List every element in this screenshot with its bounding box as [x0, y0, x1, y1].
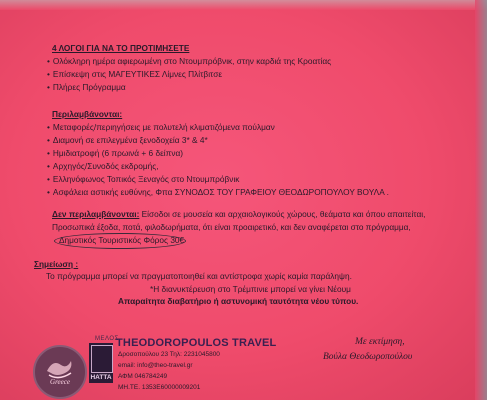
- reason-item: • Επίσκεψη στις ΜΑΓΕΥΤΙΚΕΣ Λίμνες Πλίτβιτσε: [47, 69, 222, 79]
- not-included-title: Δεν περιλαμβάνονται:: [52, 209, 140, 219]
- included-item: • Μεταφορές/περιηγήσεις με πολυτελή κλιματιζόμενα πούλμαν: [47, 122, 275, 132]
- greece-logo: [33, 345, 87, 399]
- member-label: ΜΕΛΟΣ: [95, 336, 119, 342]
- signature-name: Βούλα Θεοδωροπούλου: [323, 352, 413, 362]
- note-line-2: *Η διανυκτέρευση στο Τρέμπινιε μπορεί να γίνει Νέουμ: [150, 284, 351, 294]
- company-address: Δροσοπούλου 23 Τηλ: 2231045800: [118, 351, 220, 358]
- reasons-title: 4 ΛΟΓΟΙ ΓΙΑ ΝΑ ΤΟ ΠΡΟΤΙΜΗΣΕΤΕ: [52, 43, 190, 53]
- scan-right-edge: [475, 0, 487, 400]
- note-line-3: Απαραίτητα διαβατήριο ή αστυνομική ταυτότητα νέου τύπου.: [118, 296, 359, 306]
- wave-icon: [35, 347, 85, 397]
- logo-caption: Greece: [50, 378, 70, 386]
- hatta-badge: [89, 343, 113, 383]
- company-name: THEODOROPOULOS TRAVEL: [116, 337, 277, 349]
- included-item: • Αρχηγός/Συνοδός εκδρομής,: [47, 161, 159, 171]
- company-email: email: info@theo-travel.gr: [118, 362, 193, 369]
- reason-item: • Ολόκληρη ημέρα αφιερωμένη στο Ντουμπρόβνικ, στην καρδιά της Κροατίας: [47, 56, 331, 66]
- tax-circle-annotation: [54, 233, 186, 249]
- not-included-line-3: Δημοτικός Τουριστικός Φόρος 30€: [59, 235, 185, 245]
- scan-top-edge: [0, 0, 487, 10]
- not-included-line-2: Προσωπικά έξοδα, ποτά, φιλοδωρήματα, ότι είναι προαιρετικό, και δεν αναφέρεται στο πρόγραμμα,: [52, 222, 411, 232]
- company-mhte: ΜΗ.ΤΕ. 1353Ε60000009201: [118, 384, 201, 391]
- included-title: Περιλαμβάνονται:: [52, 109, 123, 119]
- badge-emblem: [91, 345, 113, 373]
- reason-item: • Πλήρες Πρόγραμμα: [47, 82, 126, 92]
- included-item: • Ασφάλεια αστικής ευθύνης, Φπα ΣΥΝΟΔΟΣ ΤΟΥ ΓΡΑΦΕΙΟΥ ΘΕΟΔΩΡΟΠΟΥΛΟΥ ΒΟΥΛΑ .: [47, 187, 389, 197]
- not-included-line-1: [52, 209, 425, 219]
- note-title: Σημείωση :: [34, 259, 79, 269]
- included-item: • Ελληνόφωνος Τοπικός Ξεναγός στο Ντουμπρόβνικ: [47, 174, 239, 184]
- not-included-text-1: Είσοδοι σε μουσεία και αρχαιολογικούς χώρους, θεάματα και όπου απαιτείται,: [139, 209, 426, 219]
- included-item: • Ημιδιατροφή (6 πρωινά + 6 δείπνα): [47, 148, 183, 158]
- company-afm: ΑΦΜ 046784249: [118, 373, 168, 380]
- included-item: • Διαμονή σε επιλεγμένα ξενοδοχεία 3* & 4*: [47, 135, 208, 145]
- closing-text: Με εκτίμηση,: [355, 337, 405, 347]
- note-line-1: Το πρόγραμμα μπορεί να πραγματοποιηθεί και αντίστροφα χωρίς καμία παράληψη.: [46, 271, 352, 281]
- badge-label: HATTA: [90, 374, 112, 381]
